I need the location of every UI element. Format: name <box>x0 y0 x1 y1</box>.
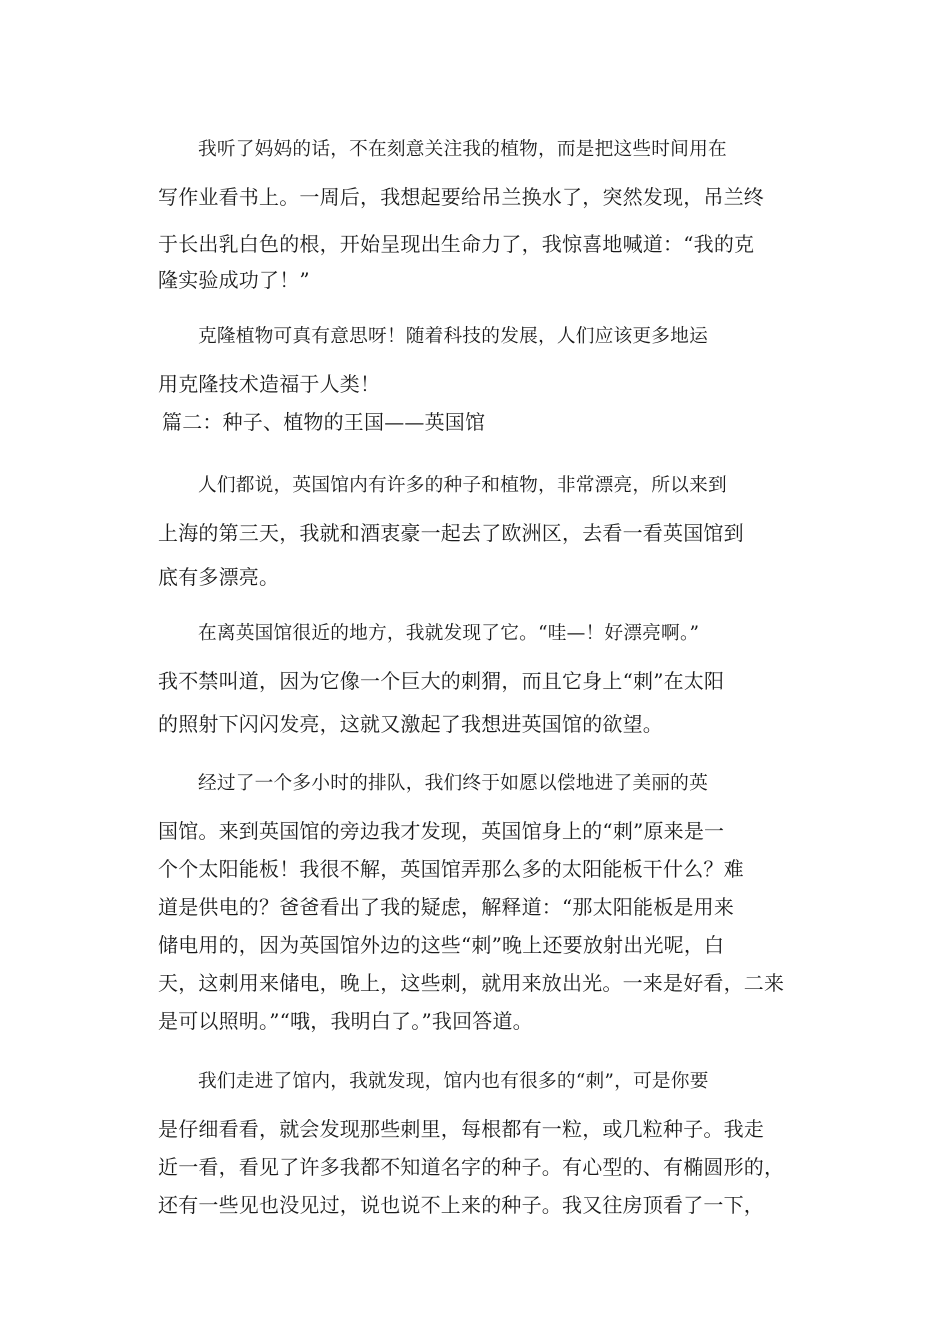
paragraph-line: 储电用的，因为英国馆外边的这些“刺”晚上还要放射出光呢，白 <box>158 933 725 957</box>
paragraph-line: 国馆。来到英国馆的旁边我才发现，英国馆身上的“刺”原来是一 <box>158 819 725 843</box>
paragraph-line: 克隆植物可真有意思呀！随着科技的发展，人们应该更多地运 <box>198 326 708 347</box>
paragraph-line: 底有多漂亮。 <box>158 565 280 589</box>
paragraph-line: 用克隆技术造福于人类！ <box>158 372 381 396</box>
paragraph-line: 人们都说，英国馆内有许多的种子和植物，非常漂亮，所以来到 <box>198 475 727 496</box>
paragraph-line: 写作业看书上。一周后，我想起要给吊兰换水了，突然发现，吊兰终 <box>158 185 764 209</box>
paragraph-line: 于长出乳白色的根，开始呈现出生命力了，我惊喜地喊道：“我的克 <box>158 232 755 256</box>
paragraph-line: 还有一些见也没见过，说也说不上来的种子。我又往房顶看了一下， <box>158 1193 764 1217</box>
paragraph-line: 经过了一个多小时的排队，我们终于如愿以偿地进了美丽的英 <box>198 773 708 794</box>
paragraph-line: 上海的第三天，我就和酒衷豪一起去了欧洲区，去看一看英国馆到 <box>158 521 744 545</box>
section-title: 篇二：种子、植物的王国——英国馆 <box>162 410 486 434</box>
paragraph-line: 隆实验成功了！” <box>158 268 310 292</box>
paragraph-line: 个个太阳能板！我很不解，英国馆弄那么多的太阳能板干什么？难 <box>158 857 744 881</box>
paragraph-line: 天，这刺用来储电，晚上，这些刺，就用来放出光。一来是好看，二来 <box>158 971 785 995</box>
paragraph-line: 是仔细看看，就会发现那些刺里，每根都有一粒，或几粒种子。我走 <box>158 1117 764 1141</box>
paragraph-line: 我听了妈妈的话，不在刻意关注我的植物，而是把这些时间用在 <box>198 139 727 160</box>
paragraph-line: 我不禁叫道，因为它像一个巨大的刺猬，而且它身上“刺”在太阳 <box>158 669 725 693</box>
paragraph-line: 是可以照明。”“哦，我明白了。”我回答道。 <box>158 1009 533 1033</box>
paragraph-line: 的照射下闪闪发亮，这就又激起了我想进英国馆的欲望。 <box>158 712 663 736</box>
paragraph-line: 我们走进了馆内，我就发现，馆内也有很多的“刺”，可是你要 <box>198 1071 709 1092</box>
paragraph-line: 在离英国馆很近的地方，我就发现了它。“哇—！好漂亮啊。” <box>198 623 700 644</box>
paragraph-line: 近一看，看见了许多我都不知道名字的种子。有心型的、有椭圆形的， <box>158 1155 785 1179</box>
paragraph-line: 道是供电的？爸爸看出了我的疑虑，解释道：“那太阳能板是用来 <box>158 895 735 919</box>
